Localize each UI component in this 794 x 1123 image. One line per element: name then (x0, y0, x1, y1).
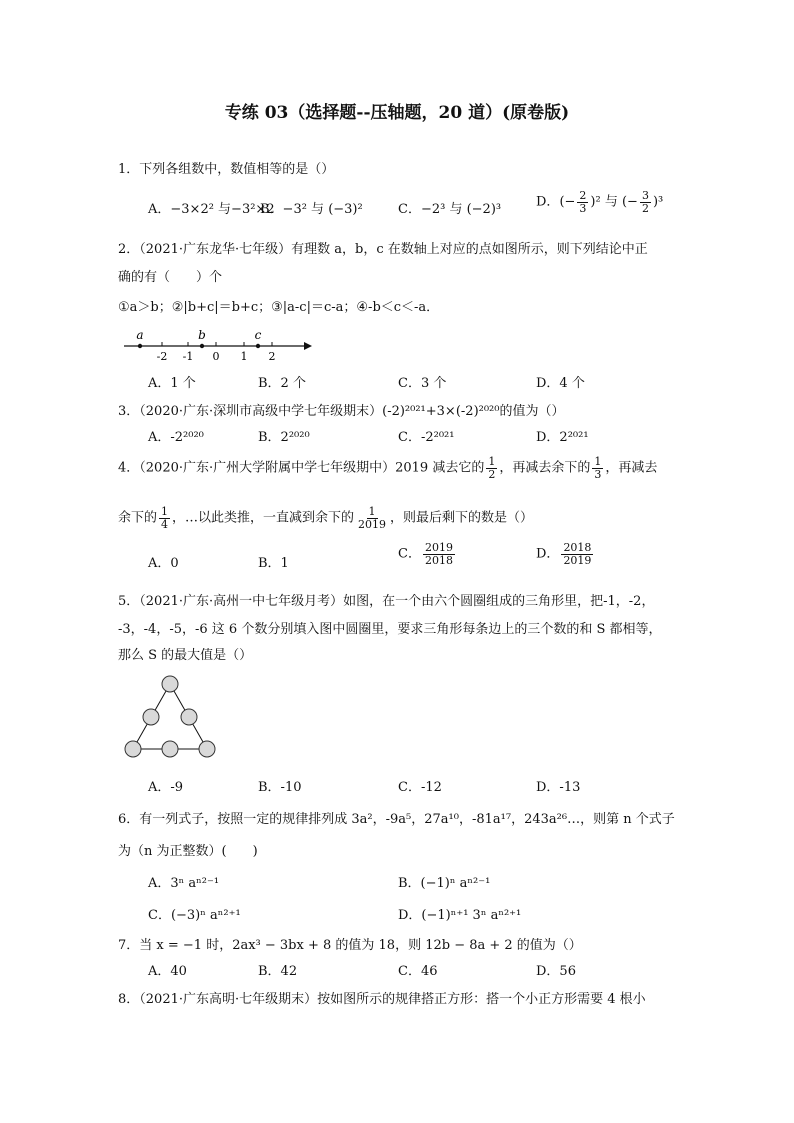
q5-option-b[interactable]: B．-10 (258, 780, 302, 795)
axis-tick-label: 2 (268, 350, 276, 363)
q4-option-a[interactable]: A．0 (148, 556, 179, 571)
number-line-arrow (304, 342, 312, 350)
q2-option-d[interactable]: D．4 个 (536, 376, 585, 391)
point-a (138, 344, 142, 348)
number-line-figure (118, 326, 318, 366)
q4-option-b[interactable]: B．1 (258, 556, 289, 571)
q6-option-c[interactable]: C．(−3)ⁿ aⁿ²⁺¹ (148, 908, 241, 923)
q2-option-b[interactable]: B．2 个 (258, 376, 306, 391)
axis-tick-label: -1 (182, 350, 194, 363)
question-2-stem-line2: 确的有（ ）个 (118, 270, 223, 285)
axis-tick-label: 0 (212, 350, 220, 363)
triangle-circles-figure (118, 672, 222, 764)
circle-bottom-right (199, 741, 215, 757)
circle-left-mid (143, 709, 159, 725)
q5-option-d[interactable]: D．-13 (536, 780, 581, 795)
question-3-stem: 3．（2020·广东·深圳市高级中学七年级期末）(-2)²⁰²¹+3×(-2)²⁰²⁰的值为（） (118, 404, 565, 419)
circle-right-mid (181, 709, 197, 725)
q7-option-a[interactable]: A．40 (148, 964, 187, 979)
q1-option-b[interactable]: B．−3² 与 (−3)² (260, 202, 363, 217)
q6-option-b[interactable]: B．(−1)ⁿ aⁿ²⁻¹ (398, 876, 491, 891)
point-label-a: a (136, 328, 144, 342)
q1-option-d[interactable]: D．(− $\frac{2}{3}$ )² 与 (− $\frac{3}{2}$ )³ (536, 189, 664, 215)
q7-option-c[interactable]: C．46 (398, 964, 438, 979)
q6-option-a[interactable]: A．3ⁿ aⁿ²⁻¹ (148, 876, 220, 891)
circle-bottom-left (125, 741, 141, 757)
q3-option-b[interactable]: B．2²⁰²⁰ (258, 430, 310, 445)
q3-option-c[interactable]: C．-2²⁰²¹ (398, 430, 455, 445)
q5-option-c[interactable]: C．-12 (398, 780, 442, 795)
point-c (256, 344, 260, 348)
q2-option-c[interactable]: C．3 个 (398, 376, 447, 391)
question-2-stem-line1: 2．（2021·广东龙华·七年级）有理数 a，b，c 在数轴上对应的点如图所示，则下列结论中正 (118, 242, 648, 257)
q2-option-a[interactable]: A．1 个 (148, 376, 196, 391)
axis-tick-label: 1 (240, 350, 248, 363)
question-4-stem-line2: 余下的 $\frac{1}{4}$ ，…以此类推，一直减到余下的 $\frac{1}{2019}$ ，则最后剩下的数是（） (118, 505, 534, 531)
question-6-stem-line1: 6．有一列式子，按照一定的规律排列成 3a²，-9a⁵，27a¹⁰，-81a¹⁷，243a²⁶…，则第 n 个式子 (118, 812, 675, 827)
circle-bottom-mid (162, 741, 178, 757)
q3-option-a[interactable]: A．-2²⁰²⁰ (148, 430, 204, 445)
q4-option-c[interactable]: C． $\frac{2019}{2018}$ (398, 541, 453, 567)
question-6-stem-line2: 为（n 为正整数）( ) (118, 844, 258, 859)
point-label-b: b (198, 328, 206, 342)
q7-option-b[interactable]: B．42 (258, 964, 298, 979)
q7-option-d[interactable]: D．56 (536, 964, 576, 979)
question-8-stem: 8．（2021·广东高明·七年级期末）按如图所示的规律搭正方形：搭一个小正方形需要 4 根小 (118, 992, 646, 1007)
question-1-stem: 1．下列各组数中，数值相等的是（） (118, 162, 335, 177)
question-2-conditions: ①a＞b；②|b+c|＝b+c；③|a-c|＝c-a；④-b＜c＜-a． (118, 300, 440, 315)
circle-top (162, 676, 178, 692)
q4-option-d[interactable]: D． $\frac{2018}{2019}$ (536, 541, 592, 567)
axis-tick-label: -2 (156, 350, 168, 363)
point-label-c: c (254, 328, 262, 342)
q5-option-a[interactable]: A．-9 (148, 780, 184, 795)
question-5-stem-line2: -3，-4，-5，-6 这 6 个数分别填入图中圆圈里，要求三角形每条边上的三个数的和 S 都相等， (118, 622, 662, 637)
page-title: 专练 03（选择题--压轴题，20 道）(原卷版) (224, 103, 570, 123)
question-7-stem: 7．当 x = −1 时，2ax³ − 3bx + 8 的值为 18，则 12b − 8a + 2 的值为（） (118, 938, 582, 953)
q3-option-d[interactable]: D．2²⁰²¹ (536, 430, 589, 445)
question-5-stem-line1: 5．（2021·广东·高州一中七年级月考）如图，在一个由六个圆圈组成的三角形里，把-1，-2， (118, 594, 655, 609)
question-5-stem-line3: 那么 S 的最大值是（） (118, 648, 253, 663)
question-4-stem-line1: 4．（2020·广东·广州大学附属中学七年级期中）2019 减去它的 $\frac{1}{2}$ ，再减去余下的 $\frac{1}{3}$ ，再减去 (118, 455, 658, 481)
point-b (200, 344, 204, 348)
q1-option-a[interactable]: A．−3×2² 与−3²×2 (148, 202, 275, 217)
q1-option-c[interactable]: C．−2³ 与 (−2)³ (398, 202, 502, 217)
q6-option-d[interactable]: D．(−1)ⁿ⁺¹ 3ⁿ aⁿ²⁺¹ (398, 908, 522, 923)
